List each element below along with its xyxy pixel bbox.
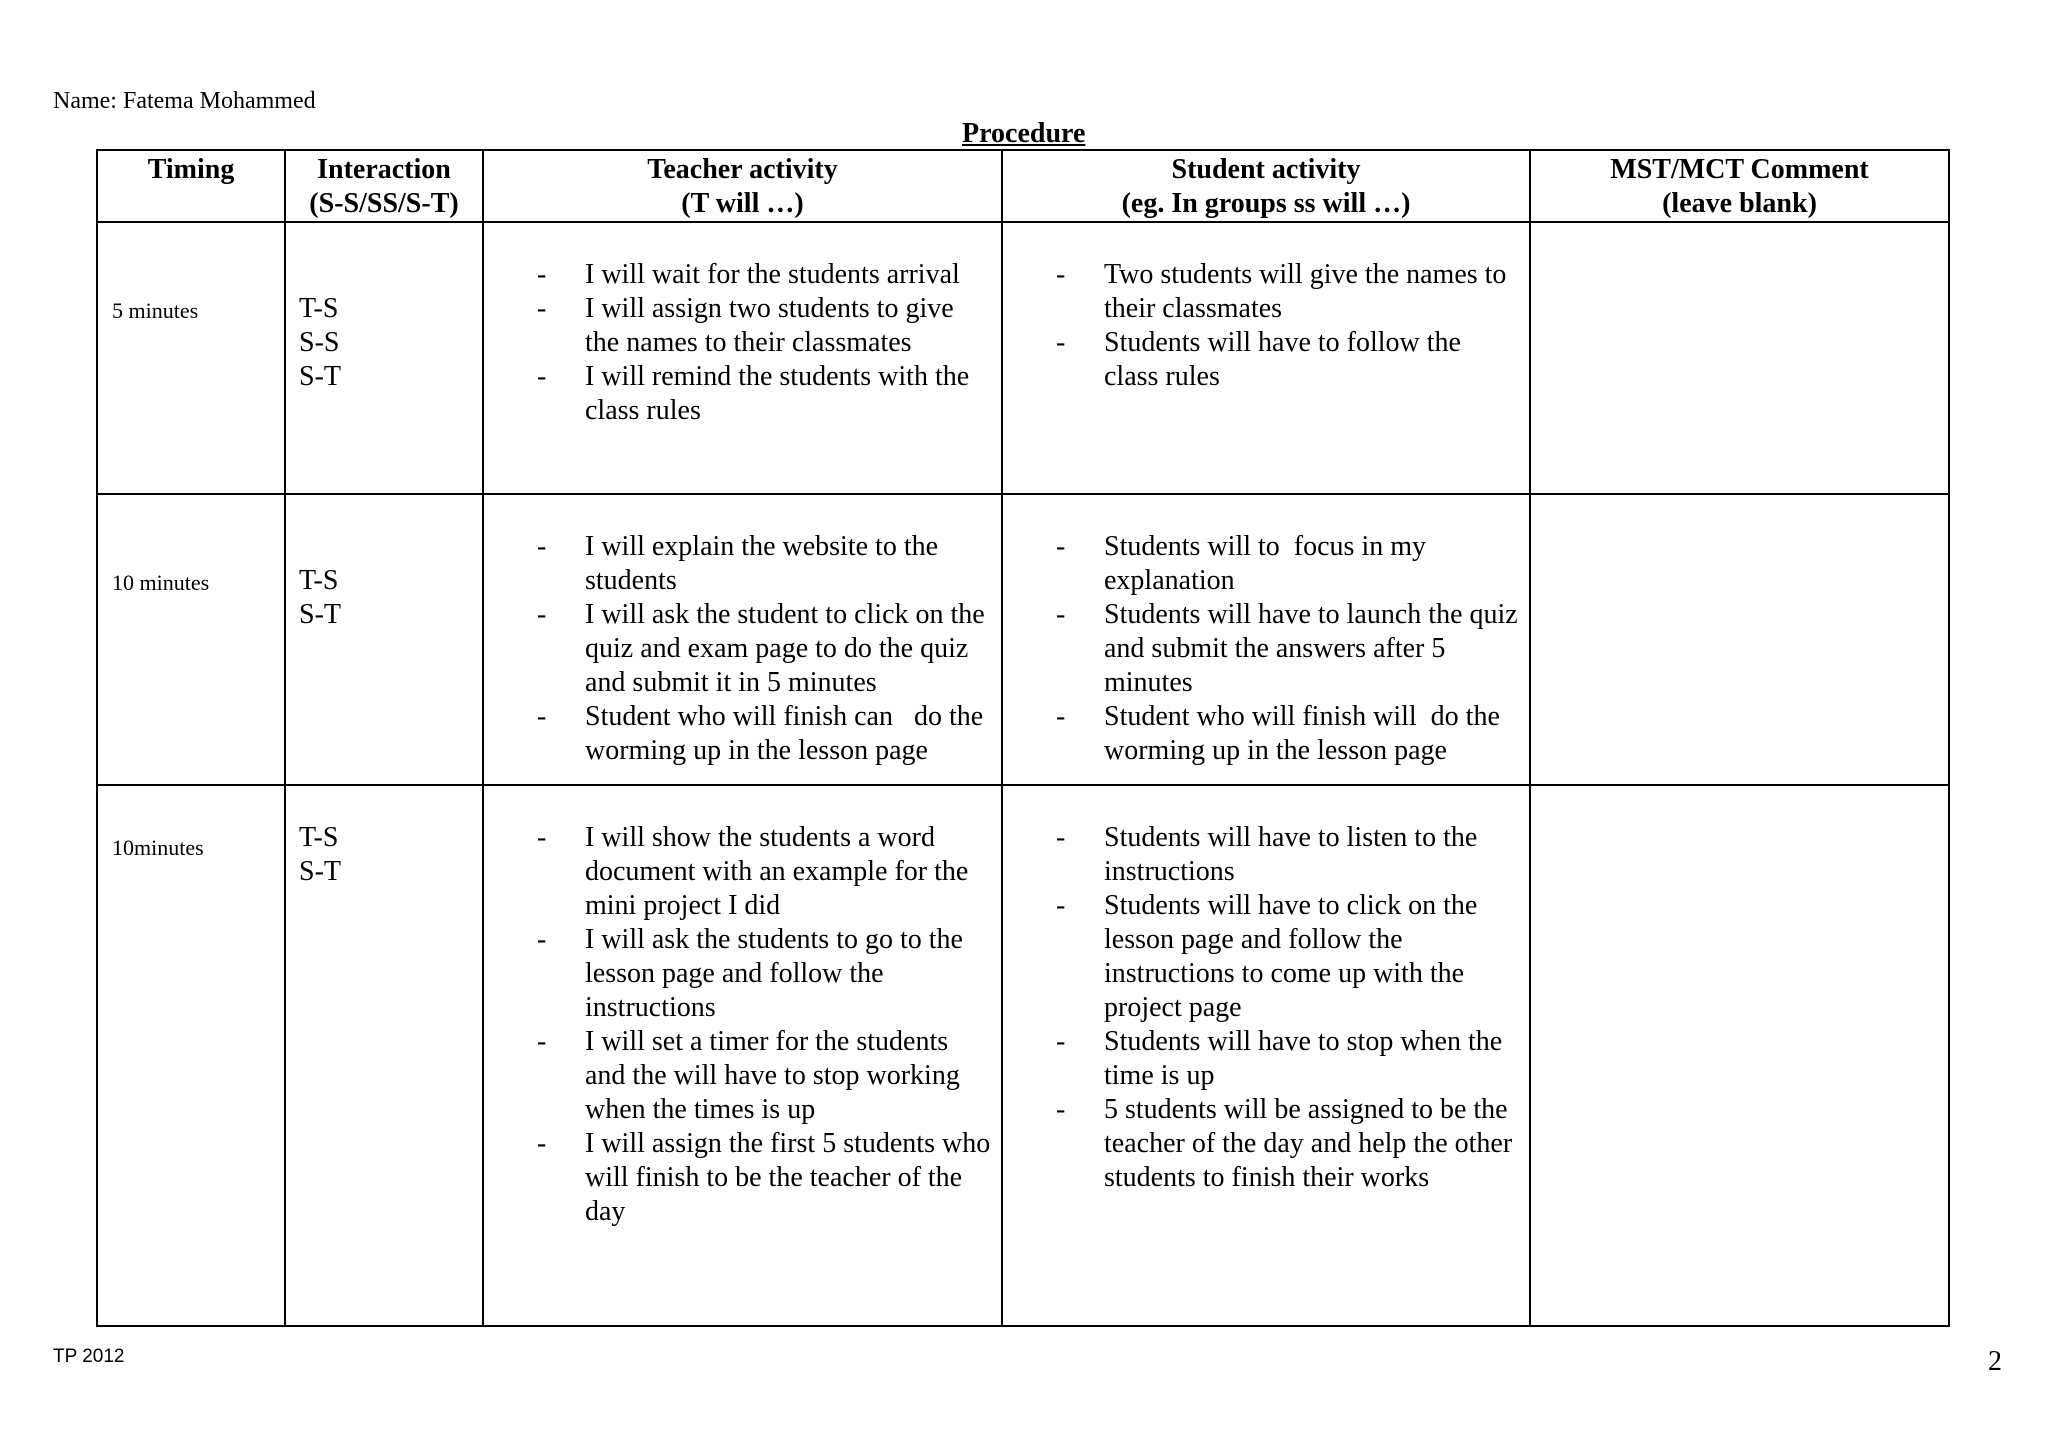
teacher-activity-cell	[483, 222, 1002, 494]
timing-value: 10minutes	[112, 835, 204, 860]
list-item: - I will assign the first 5 students who will finish to be the teacher of the day	[537, 1128, 991, 1227]
interaction-cell	[285, 494, 483, 785]
list-item: - I will set a timer for the students and the will have to stop working when the times is up	[537, 1026, 960, 1125]
list-item: - Student who will finish can do the worming up in the lesson page	[537, 701, 984, 766]
list-item: - Students will to focus in my explanation	[1056, 531, 1426, 596]
table-row	[97, 494, 1949, 785]
interaction-cell	[285, 785, 483, 1326]
footer-label: TP 2012	[53, 1346, 125, 1367]
interaction-code: S-T	[299, 599, 341, 630]
list-item: - Student who will finish will do the worming up in the lesson page	[1056, 701, 1500, 766]
interaction-code: S-T	[299, 361, 341, 392]
page-title: Procedure	[962, 118, 1086, 149]
timing-value: 10 minutes	[112, 570, 210, 595]
list-item: - Students will have to listen to the instructions	[1056, 822, 1478, 887]
header-comment: MST/MCT Comment (leave blank)	[1530, 150, 1949, 222]
timing-cell	[97, 222, 285, 494]
procedure-table	[96, 149, 1950, 1327]
header-teacher-activity: Teacher activity (T will …)	[483, 150, 1002, 222]
author-name: Name: Fatema Mohammed	[53, 88, 316, 114]
table-header-row	[97, 150, 1949, 222]
interaction-code: S-S	[299, 327, 340, 358]
table-row	[97, 785, 1949, 1326]
list-item: - I will wait for the students arrival	[537, 259, 960, 290]
list-item: - Students will have to stop when the time is up	[1056, 1026, 1503, 1091]
table-row	[97, 222, 1949, 494]
list-item: - Students will have to launch the quiz and submit the answers after 5 minutes	[1056, 599, 1518, 698]
timing-cell	[97, 785, 285, 1326]
interaction-code: S-T	[299, 856, 341, 887]
interaction-code: T-S	[299, 293, 339, 324]
list-item: - I will explain the website to the students	[537, 531, 939, 596]
list-item: - Students will have to follow the class rules	[1056, 327, 1461, 392]
comment-cell	[1530, 222, 1949, 494]
header-student-activity: Student activity (eg. In groups ss will …)	[1002, 150, 1530, 222]
comment-cell	[1530, 785, 1949, 1326]
comment-cell	[1530, 494, 1949, 785]
page-number: 2	[1988, 1346, 2002, 1377]
teacher-activity-cell	[483, 785, 1002, 1326]
list-item: - I will assign two students to give the names to their classmates	[537, 293, 954, 358]
teacher-activity-cell	[483, 494, 1002, 785]
interaction-cell	[285, 222, 483, 494]
interaction-code: T-S	[299, 822, 339, 853]
interaction-code: T-S	[299, 565, 339, 596]
list-item: - I will ask the students to go to the lesson page and follow the instructions	[537, 924, 963, 1023]
list-item: - Students will have to click on the lesson page and follow the instructions to come up with the project page	[1056, 890, 1478, 1023]
timing-cell	[97, 494, 285, 785]
header-interaction: Interaction (S-S/SS/S-T)	[285, 150, 483, 222]
student-activity-cell	[1002, 494, 1530, 785]
timing-value: 5 minutes	[112, 298, 199, 323]
student-activity-cell	[1002, 785, 1530, 1326]
list-item: - I will remind the students with the class rules	[537, 361, 970, 426]
student-activity-cell	[1002, 222, 1530, 494]
list-item: - I will ask the student to click on the quiz and exam page to do the quiz and submit it in 5 minutes	[537, 599, 985, 698]
list-item: - Two students will give the names to their classmates	[1056, 259, 1507, 324]
header-timing: Timing	[97, 150, 285, 222]
list-item: - I will show the students a word document with an example for the mini project I did	[537, 822, 969, 921]
list-item: - 5 students will be assigned to be the teacher of the day and help the other students to finish their works	[1056, 1094, 1513, 1193]
